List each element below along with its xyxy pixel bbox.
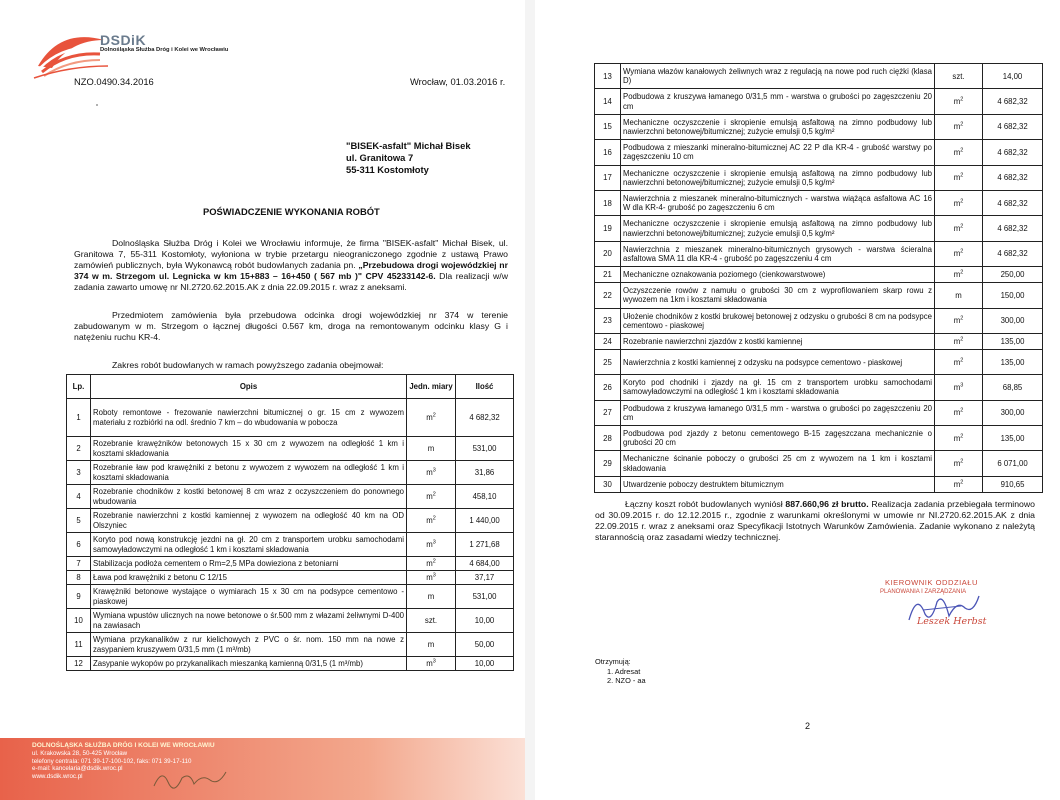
row-quantity: 6 071,00: [983, 451, 1043, 476]
unit-exponent: 2: [960, 479, 964, 486]
table-row: [67, 533, 514, 557]
row-number: 2: [67, 437, 91, 461]
unit-exponent: 2: [960, 96, 964, 103]
table-row: [67, 585, 514, 609]
unit-exponent: 3: [960, 382, 964, 389]
table-row: [595, 190, 1043, 215]
row-unit: [407, 461, 456, 485]
row-unit: [935, 308, 983, 333]
row-unit: [407, 657, 456, 671]
works-intro: Zakres robót budowlanych w ramach powyższego zadania obejmował:: [112, 360, 384, 370]
row-unit: [935, 400, 983, 425]
table-row: [67, 633, 514, 657]
works-table-page-2: [594, 63, 1043, 493]
task-name: „Przebudowa drogi wojewódzkiej nr 374 w m. Strzegom ul. Legnicka w km 15+883 – 16+450 ( 567 mb )" CPV 45233142-6.: [74, 259, 508, 281]
row-number: 25: [595, 349, 621, 374]
summary-text-a: Łączny koszt robót budowlanych wyniósł: [625, 499, 786, 509]
row-description: Rozebranie nawierzchni zjazdów z kostki kamiennej: [621, 333, 935, 349]
row-number: 28: [595, 426, 621, 451]
table-row: [595, 283, 1043, 308]
recipient-item: 2. NZO - aa: [607, 676, 646, 686]
row-unit: [407, 399, 456, 437]
row-quantity: 4 682,32: [456, 399, 514, 437]
unit-text: m: [953, 96, 961, 106]
row-number: 22: [595, 283, 621, 308]
row-description: Mechaniczne oczyszczenie i skropienie emulsją asfaltową na zimno podbudowy lub nawierzchni betonowej/bitumicznej; zużycie emulsji 0,5 kg/m²: [621, 216, 935, 241]
unit-exponent: 2: [960, 269, 964, 276]
table-row: [67, 437, 514, 461]
row-description: Podbudowa z mieszanki mineralno-bitumicznej AC 22 P dla KR-4 - grubość warstwy po zagęszczeniu 10 cm: [621, 140, 935, 165]
addressee-name: "BISEK-asfalt" Michał Bisek: [346, 140, 471, 151]
table-row: [595, 140, 1043, 165]
unit-text: m: [953, 223, 961, 233]
row-unit: [935, 89, 983, 114]
row-quantity: 10,00: [456, 657, 514, 671]
unit-exponent: 2: [432, 515, 436, 522]
row-number: 24: [595, 333, 621, 349]
row-quantity: 1 440,00: [456, 509, 514, 533]
footer-signature-icon: [150, 764, 230, 792]
summary-text-b: Realizacja zadania przebiegała terminowo od 30.09.2015 r. do 12.12.2015 r., zgodnie z warunkami określonymi w umowie nr NI.2720.62.2015.AK z dnia 22.09.2015 r. wraz z aneksami oraz Specyfikacji Istotnych Warunków Zamówienia. Zadanie wykonano z należytą starannością oraz zasadami wiedzy technicznej.: [595, 499, 1035, 542]
row-description: Podbudowa pod zjazdy z betonu cementowego B-15 zagęszczana mechanicznie o grubości 20 cm: [621, 426, 935, 451]
row-number: 7: [67, 557, 91, 571]
unit-text: m: [953, 459, 961, 469]
stamp-person-name: Leszek Herbst: [917, 616, 987, 627]
table-row: [595, 241, 1043, 266]
table-row: [67, 485, 514, 509]
row-unit: [935, 476, 983, 492]
row-description: Ułożenie chodników z kostki brukowej betonowej z odzysku o grubości 8 cm na podsypce cementowo - piaskowej: [621, 308, 935, 333]
row-unit: [935, 64, 983, 89]
table-row: [595, 216, 1043, 241]
unit-exponent: 2: [960, 458, 964, 465]
row-description: Mechaniczne oczyszczenie i skropienie emulsją asfaltową na zimno podbudowy lub nawierzchni betonowej/bitumicznej; zużycie emulsji 0,5 kg/m²: [621, 114, 935, 139]
unit-text: m: [953, 122, 961, 132]
unit-text: m: [953, 198, 961, 208]
row-quantity: 150,00: [983, 283, 1043, 308]
unit-exponent: 2: [432, 558, 436, 565]
unit-exponent: 2: [960, 407, 964, 414]
table-row: [595, 165, 1043, 190]
row-unit: [935, 190, 983, 215]
unit-exponent: 2: [960, 248, 964, 255]
unit-text: m: [426, 467, 433, 477]
table-row: [595, 64, 1043, 89]
row-quantity: 910,65: [983, 476, 1043, 492]
unit-text: m: [953, 249, 961, 259]
row-unit: [935, 349, 983, 374]
row-description: Wymiana włazów kanałowych żeliwnych wraz z regulacją na nowe pod ruch ciężki (klasa D): [621, 64, 935, 89]
row-number: 27: [595, 400, 621, 425]
row-unit: [407, 485, 456, 509]
total-amount: 887.660,96 zł brutto.: [785, 499, 869, 509]
unit-text: m: [426, 491, 433, 501]
row-description: Stabilizacja podłoża cementem o Rm=2,5 MPa dowieziona z betoniarni: [91, 557, 407, 571]
footer-address: ul. Krakowska 28, 50-425 Wrocław: [32, 749, 128, 757]
row-quantity: 135,00: [983, 333, 1043, 349]
row-number: 13: [595, 64, 621, 89]
row-unit: [407, 571, 456, 585]
reference-number: NZO.0490.34.2016: [74, 76, 154, 87]
table-row: [595, 426, 1043, 451]
row-description: Podbudowa z kruszywa łamanego 0/31,5 mm - warstwa o grubości po zagęszczeniu 20 cm: [621, 89, 935, 114]
row-description: Koryto pod chodniki i zjazdy na gł. 15 cm z transportem urobku samochodami samowyładowczymi na odległość 1 km i kosztami składowania: [621, 375, 935, 400]
row-quantity: 135,00: [983, 426, 1043, 451]
unit-text: szt.: [424, 615, 438, 625]
table-row: [595, 267, 1043, 283]
row-description: Oczyszczenie rowów z namułu o grubości 30 cm z wyprofilowaniem skarp rowu z wywozem na 1km i kosztami składowania: [621, 283, 935, 308]
footer-org: DOLNOŚLĄSKA SŁUŻBA DRÓG I KOLEI WE WROCŁAWIU: [32, 742, 215, 749]
row-quantity: 4 682,32: [983, 165, 1043, 190]
row-quantity: 135,00: [983, 349, 1043, 374]
table-row: [595, 333, 1043, 349]
document-page-1: [0, 0, 525, 800]
document-title: POŚWIADCZENIE WYKONANIA ROBÓT: [203, 206, 380, 217]
unit-exponent: 2: [432, 491, 436, 498]
row-number: 1: [67, 399, 91, 437]
row-unit: [935, 241, 983, 266]
row-quantity: 250,00: [983, 267, 1043, 283]
org-short-name: DSDiK: [100, 32, 147, 48]
unit-exponent: 2: [960, 433, 964, 440]
page-gutter: [525, 0, 535, 800]
unit-text: m: [953, 433, 961, 443]
row-number: 11: [67, 633, 91, 657]
row-quantity: 300,00: [983, 400, 1043, 425]
unit-exponent: 2: [960, 197, 964, 204]
row-quantity: 4 682,32: [983, 114, 1043, 139]
intro-text-a: Dolnośląska Służba Dróg i Kolei we Wrocławiu informuje, że firma "BISEK-asfalt" Michał Bisek, ul. Granitowa 7, 55-311 Kostomłoty, wyłoniona w trybie przetargu nieograniczonego zgodnie z ustawą Prawo zamówień publicznych, była Wykonawcą robót budowlanych zadania pn.: [74, 238, 508, 270]
row-description: Mechaniczne oznakowania poziomego (cienkowarstwowe): [621, 267, 935, 283]
row-number: 10: [67, 609, 91, 633]
row-number: 20: [595, 241, 621, 266]
header-unit: Jedn. miary: [407, 375, 456, 399]
row-unit: [935, 426, 983, 451]
row-quantity: 14,00: [983, 64, 1043, 89]
table-header-row: [67, 375, 514, 399]
unit-text: m: [953, 270, 961, 280]
row-quantity: 300,00: [983, 308, 1043, 333]
row-description: Mechaniczne ścinanie poboczy o grubości 25 cm z wywozem na 1 km i kosztami składowania: [621, 451, 935, 476]
unit-exponent: 3: [432, 539, 436, 546]
unit-exponent: 2: [960, 121, 964, 128]
unit-text: m: [427, 591, 435, 601]
unit-exponent: 3: [432, 658, 436, 665]
row-quantity: 1 271,68: [456, 533, 514, 557]
row-quantity: 4 682,32: [983, 241, 1043, 266]
row-quantity: 4 682,32: [983, 216, 1043, 241]
unit-text: m: [955, 290, 962, 300]
row-unit: [407, 509, 456, 533]
stamp-subtitle: PLANOWANIA I ZARZĄDZANIA: [880, 589, 967, 595]
intro-paragraph: [74, 238, 508, 293]
unit-exponent: 3: [432, 572, 436, 579]
row-unit: [407, 533, 456, 557]
unit-text: m: [953, 147, 961, 157]
row-unit: [407, 585, 456, 609]
row-description: Utwardzenie poboczy destruktem bitumicznym: [621, 476, 935, 492]
row-quantity: 4 682,32: [983, 89, 1043, 114]
row-description: Zasypanie wykopów po przykanalikach mieszanką kamienną 0/31,5 (1 m³/mb): [91, 657, 407, 671]
scope-paragraph: Przedmiotem zamówienia była przebudowa odcinka drogi wojewódzkiej nr 374 w terenie zabudowanym w m. Strzegom o łącznej długości 0.567 km, droga na remontowanym odcinku klasy G i natężeniu ruchu KR-4.: [74, 310, 508, 342]
recipients-label: Otrzymują:: [595, 657, 631, 666]
unit-text: m: [426, 572, 433, 582]
row-quantity: 4 682,32: [983, 140, 1043, 165]
unit-text: m: [426, 658, 433, 668]
row-description: Mechaniczne oczyszczenie i skropienie emulsją asfaltową na zimno podbudowy lub nawierzchni betonowej/bitumicznej; zużycie emulsji 0,5 kg/m²: [621, 165, 935, 190]
addressee-street: ul. Granitowa 7: [346, 152, 414, 163]
footer-email: e-mail: kancelaria@dsdik.wroc.pl: [32, 765, 123, 773]
unit-exponent: 2: [960, 336, 964, 343]
row-number: 12: [67, 657, 91, 671]
stamp-title: KIEROWNIK ODDZIAŁU: [885, 578, 978, 587]
row-unit: [935, 165, 983, 190]
row-quantity: 4 684,00: [456, 557, 514, 571]
row-description: Wymiana przykanalików z rur kielichowych z PVC o śr. nom. 150 mm na nowe z zasypaniem kruszywem 0/31,5 mm (1 m³/mb): [91, 633, 407, 657]
row-number: 21: [595, 267, 621, 283]
unit-text: m: [427, 639, 435, 649]
row-quantity: 68,85: [983, 375, 1043, 400]
recipient-item: 1. Adresat: [607, 666, 641, 676]
row-quantity: 531,00: [456, 437, 514, 461]
unit-exponent: 2: [432, 412, 436, 419]
unit-text: m: [953, 336, 961, 346]
table-row: [67, 461, 514, 485]
unit-text: m: [953, 408, 961, 418]
row-number: 4: [67, 485, 91, 509]
table-row: [67, 609, 514, 633]
table-row: [67, 557, 514, 571]
table-row: [595, 349, 1043, 374]
unit-text: m: [953, 173, 961, 183]
header-opis: Opis: [91, 375, 407, 399]
table-row: [595, 89, 1043, 114]
header-qty: Ilość: [456, 375, 514, 399]
row-number: 23: [595, 308, 621, 333]
intro-text-c: Dla realizacji w/w zadania zawarto umowę nr NI.2720.62.2015.AK z dnia 22.09.2015 r. wraz z aneksami.: [74, 270, 508, 292]
row-unit: [407, 557, 456, 571]
row-number: 9: [67, 585, 91, 609]
page-number: 2: [805, 721, 811, 731]
row-quantity: 31,86: [456, 461, 514, 485]
row-quantity: 10,00: [456, 609, 514, 633]
unit-text: m: [426, 539, 433, 549]
place-date: Wrocław, 01.03.2016 r.: [410, 76, 506, 87]
row-unit: [935, 140, 983, 165]
row-description: Rozebranie nawierzchni z kostki kamiennej z wywozem na odległość 40 km na OD Olszyniec: [91, 509, 407, 533]
row-number: 14: [595, 89, 621, 114]
unit-text: m: [427, 443, 435, 453]
row-number: 29: [595, 451, 621, 476]
row-unit: [935, 283, 983, 308]
unit-exponent: 3: [432, 467, 436, 474]
row-description: Nawierzchnia z kostki kamiennej z odzysku na podsypce cementowo - piaskowej: [621, 349, 935, 374]
table-row: [595, 400, 1043, 425]
row-unit: [935, 451, 983, 476]
row-number: 5: [67, 509, 91, 533]
row-unit: [935, 375, 983, 400]
scan-dot: [96, 104, 98, 106]
row-description: Nawierzchnia z mieszanek mineralno-bitumicznych grysowych - warstwa ścieralna asfaltowa SMA 11 dla KR-4 - grubość po zagęszczeniu 4 cm: [621, 241, 935, 266]
unit-text: m: [953, 316, 961, 326]
row-unit: [407, 633, 456, 657]
row-unit: [935, 114, 983, 139]
unit-text: m: [953, 357, 961, 367]
table-row: [595, 375, 1043, 400]
summary-paragraph: [595, 499, 1035, 543]
row-number: 6: [67, 533, 91, 557]
row-unit: [935, 216, 983, 241]
row-description: Krawężniki betonowe wystające o wymiarach 15 x 30 cm na podsypce cementowo - piaskowej: [91, 585, 407, 609]
row-quantity: 531,00: [456, 585, 514, 609]
table-row: [595, 114, 1043, 139]
row-quantity: 458,10: [456, 485, 514, 509]
unit-text: m: [953, 479, 961, 489]
row-description: Podbudowa z kruszywa łamanego 0/31,5 mm - warstwa o grubości po zagęszczeniu 20 cm: [621, 400, 935, 425]
row-quantity: 50,00: [456, 633, 514, 657]
row-description: Koryto pod nową konstrukcję jezdni na gł. 20 cm z transportem urobku samochodami samowyładowczymi na odległość 1 km i kosztami składowania: [91, 533, 407, 557]
unit-exponent: 2: [960, 147, 964, 154]
works-table-page-1: [66, 374, 514, 671]
row-unit: [935, 333, 983, 349]
unit-exponent: 2: [960, 356, 964, 363]
table-row: [595, 308, 1043, 333]
row-description: Rozebranie krawężników betonowych 15 x 30 cm z wywozem na odległość 1 km i kosztami składowania: [91, 437, 407, 461]
row-number: 15: [595, 114, 621, 139]
table-row: [67, 399, 514, 437]
table-row: [595, 476, 1043, 492]
row-unit: [407, 609, 456, 633]
row-number: 8: [67, 571, 91, 585]
document-page-2: [535, 0, 1060, 800]
footer-phones: telefony centrala: 071 39-17-100-102, faks: 071 39-17-110: [32, 757, 192, 765]
unit-exponent: 2: [960, 315, 964, 322]
unit-text: m: [953, 382, 961, 392]
row-unit: [407, 437, 456, 461]
header-lp: Lp.: [67, 375, 91, 399]
unit-exponent: 2: [960, 223, 964, 230]
table-row: [595, 451, 1043, 476]
row-description: Nawierzchnia z mieszanek mineralno-bitumicznych - warstwa wiążąca asfaltowa AC 16 W dla KR-4- grubość po zagęszczeniu 6 cm: [621, 190, 935, 215]
row-number: 19: [595, 216, 621, 241]
unit-text: m: [426, 515, 433, 525]
row-quantity: 37,17: [456, 571, 514, 585]
addressee-block: [346, 140, 471, 176]
row-description: Wymiana wpustów ulicznych na nowe betonowe o śr.500 mm z włazami żeliwnymi D-400 na zawiasach: [91, 609, 407, 633]
recipients-block: [595, 657, 646, 686]
row-number: 26: [595, 375, 621, 400]
row-number: 18: [595, 190, 621, 215]
row-description: Roboty remontowe - frezowanie nawierzchni bitumicznej o gr. 15 cm z wywozem materiału z rozbiórki na odl. średnio 7 km – do wbudowania w pobocza: [91, 399, 407, 437]
footer-www: www.dsdik.wroc.pl: [32, 773, 83, 781]
org-full-name: Dolnośląska Służba Dróg i Kolei we Wrocławiu: [100, 47, 229, 53]
unit-exponent: 2: [960, 172, 964, 179]
row-quantity: 4 682,32: [983, 190, 1043, 215]
unit-text: m: [426, 412, 433, 422]
table-row: [67, 657, 514, 671]
table-row: [67, 571, 514, 585]
row-description: Rozebranie chodników z kostki betonowej 8 cm wraz z oczyszczeniem do ponownego wbudowania: [91, 485, 407, 509]
row-number: 3: [67, 461, 91, 485]
unit-text: szt.: [952, 71, 965, 81]
row-number: 16: [595, 140, 621, 165]
table-row: [67, 509, 514, 533]
row-number: 30: [595, 476, 621, 492]
row-unit: [935, 267, 983, 283]
row-description: Ława pod krawężniki z betonu C 12/15: [91, 571, 407, 585]
unit-text: m: [426, 558, 433, 568]
row-description: Rozebranie ław pod krawężniki z betonu z wywozem z wywozem na odległość 1 km i kosztami składowania: [91, 461, 407, 485]
addressee-city: 55-311 Kostomłoty: [346, 164, 429, 175]
row-number: 17: [595, 165, 621, 190]
